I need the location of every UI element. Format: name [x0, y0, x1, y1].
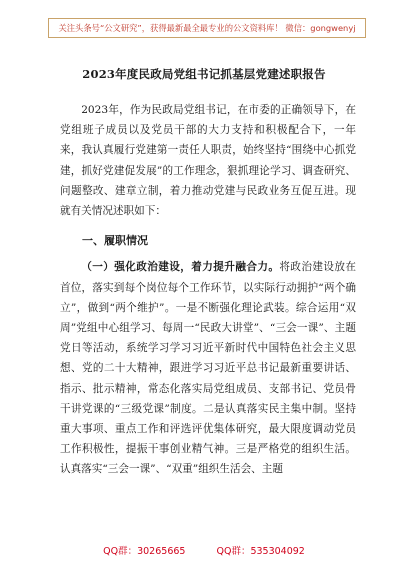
sub-section-heading: （一）强化政治建设，着力提升融合力。: [81, 261, 280, 274]
document-body: [60, 100, 356, 480]
footer-qq-group-2: QQ群：535304092: [216, 546, 305, 557]
header-banner: 关注头条号“公文研究”，获得最新最全最专业的公文资料库！ 微信：gongwenyj: [48, 18, 366, 38]
sub-section-paragraph: [60, 257, 356, 479]
section-heading: 一、履职情况: [82, 234, 148, 248]
document-title: 2023年度民政局党组书记抓基层党建述职报告: [82, 67, 326, 81]
footer-qq-group-1: QQ群：30265665: [103, 546, 186, 557]
sub-section-body: 将政治建设放在首位，落实到每个岗位每个工作环节，以实际行动拥护“两个确立”，做到“两个维护”。一是不断强化理论武装。综合运用“双周”党组中心组学习、每周一“民政大讲堂”、“三会一课”、主题党日等活动，系统学习学习习近平新时代中国特色社会主义思想、党的二十大精神，跟进学习习近平总书记最新重要讲话、指示、批示精神，常态化落实局党组成员、支部书记、党员骨干讲党课的“三级党课”制度。二是认真落实民主集中制。坚持重大事项、重点工作和评选评优集体研究，最大限度调动党员工作积极性，提振干事创业精气神。三是严格党的组织生活。认真落实“三会一课”、“双重”组织生活会、主题: [60, 261, 357, 476]
intro-paragraph: 2023年，作为民政局党组书记，在市委的正确领导下，在党组班子成员以及党员干部的大力支持和积极配合下，一年来，我认真履行党建第一责任人职责，始终坚持“围绕中心抓党建，抓好党建促发展”的工作理念，狠抓理论学习、调查研究、问题整改、建章立制，着力推动党建与民政业务互促互进。现就有关情况述职如下：: [60, 104, 356, 218]
footer-contact: [0, 543, 408, 557]
